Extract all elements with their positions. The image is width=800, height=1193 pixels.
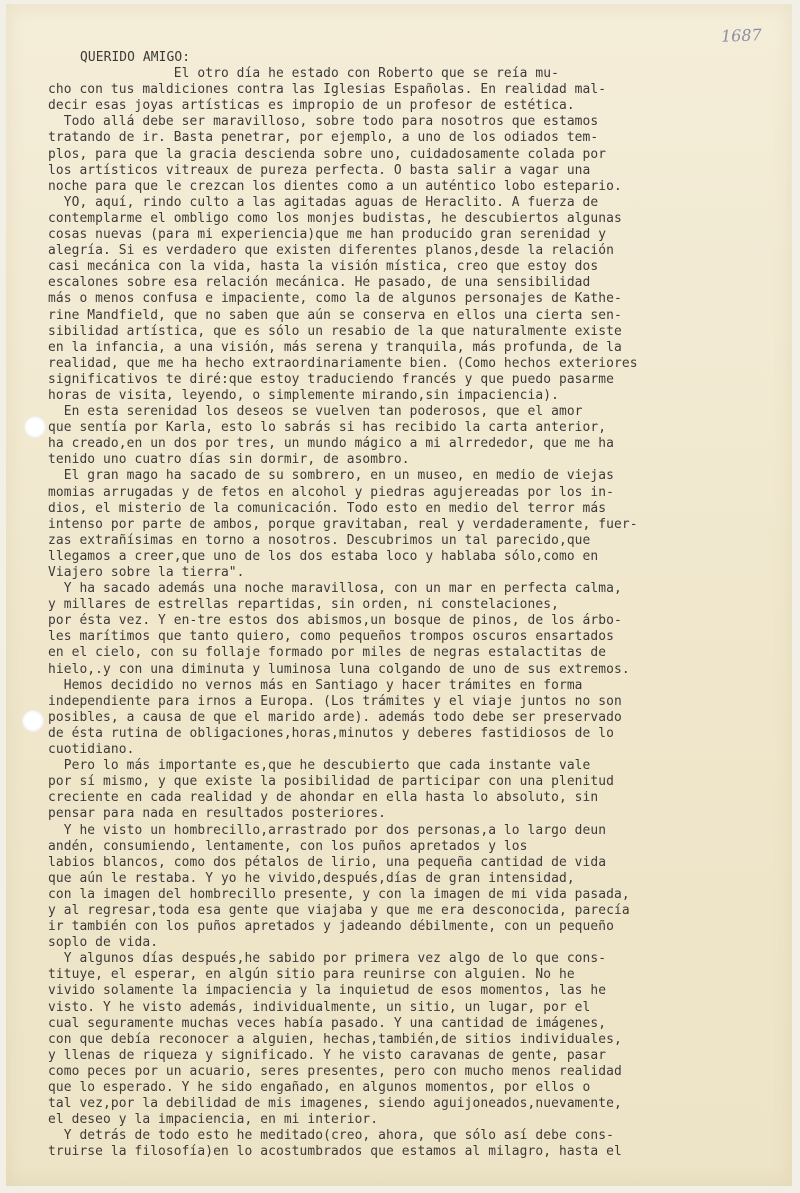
text-line: zas extrañísimas en torno a nosotros. Descubrimos un tal parecido,que [48,532,591,548]
text-line: que lo esperado. Y he sido engañado, en algunos momentos, por ellos o [48,1080,591,1095]
text-line: tratando de ir. Basta penetrar, por ejemplo, a uno de los odiados tem- [48,130,599,146]
text-line: y llenas de riqueza y significado. Y he visto caravanas de gente, pasar [48,1047,607,1063]
text-line: tenido uno cuatro días sin dormir, de asombro. [48,452,410,468]
text-line: momias arrugadas y de fetos en alcohol y piedras agujereadas por los in- [48,484,614,500]
text-line: tal vez,por la debilidad de mis imagenes, siendo aguijoneados,nuevamente, [48,1096,622,1112]
text-line: por sí mismo, y que existe la posibilidad de participar con una plenitud [48,774,614,790]
text-line: El otro día he estado con Roberto que se reía mu- [48,66,559,82]
text-line: ir también con los puños apretados y jadeando débilmente, con un pequeño [48,919,614,935]
text-line: más o menos confusa e impaciente, como la de algunos personajes de Kathe- [48,291,622,307]
text-line: pensar para nada en resultados posteriores. [48,806,387,822]
text-line: creciente en cada realidad y de ahondar en ella hasta lo absoluto, sin [48,790,599,806]
text-line: por ésta vez. Y en-tre estos dos abismos,un bosque de pinos, de los árbo- [48,613,622,629]
text-line: andén, consumiendo, lentamente, con los puños apretados y los [48,838,528,854]
text-line: como peces por un acuario, seres presentes, pero con mucho menos realidad [48,1063,622,1079]
text-line: Todo allá debe ser maravilloso, sobre todo para nosotros que estamos [48,114,599,130]
text-line: y millares de estrellas repartidas, sin orden, ni constelaciones, [48,597,559,613]
salutation: QUERIDO AMIGO: [80,50,191,65]
punch-hole [22,710,44,732]
text-line: horas de visita, leyendo, o simplemente mirando,sin impaciencia). [48,387,559,403]
letter-body [48,50,748,1160]
text-line: el deseo y la impaciencia, en mi interior. [48,1112,379,1128]
text-line: posibles, a causa de que el marido arde). además todo debe ser preservado [48,709,622,725]
text-line: independiente para irnos a Europa. (Los trámites y el viaje juntos no son [48,693,622,709]
text-line: Viajero sobre la tierra". [48,565,245,580]
text-line: soplo de vida. [48,935,159,951]
text-line: hielo,.y con una diminuta y luminosa luna colgando de uno de sus extremos. [48,661,630,677]
text-line: Pero lo más importante es,que he descubierto que cada instante vale [48,758,591,774]
text-line: intenso por parte de ambos, porque gravitaban, real y verdaderamente, fuer- [48,516,638,532]
text-line: Hemos decidido no vernos más en Santiago y hacer trámites en forma [48,677,583,693]
text-line: rine Mandfield, que no saben que aún se conserva en ellos una cierta sen- [48,307,622,323]
text-line: labios blancos, como dos pétalos de lirio, una pequeña cantidad de vida [48,854,607,870]
text-line: En esta serenidad los deseos se vuelven tan poderosos, que el amor [48,404,583,420]
text-line: tituye, el esperar, en algún sitio para reunirse con alguien. No he [48,967,575,983]
text-line: visto. Y he visto además, individualmente, un sitio, un lugar, por el [48,999,591,1015]
text-line: El gran mago ha sacado de su sombrero, en un museo, en medio de viejas [48,468,614,484]
text-line: significativos te diré:que estoy traduciendo francés y que puedo pasarme [48,371,614,387]
text-line: realidad, que me ha hecho extraordinariamente bien. (Como hechos exteriores [48,355,638,371]
text-line: y al regresar,toda esa gente que viajaba y que me era desconocida, parecía [48,902,630,918]
text-line: YO, aquí, rindo culto a las agitadas aguas de Heraclito. A fuerza de [48,194,599,210]
text-line: llegamos a creer,que uno de los dos estaba loco y hablaba sólo,como en [48,548,599,564]
text-line: cho con tus maldiciones contra las Iglesias Españolas. En realidad mal- [48,82,607,98]
text-line: que sentía por Karla, esto lo sabrás si has recibido la carta anterior, [48,420,607,436]
text-line: en la infancia, a una visión, más serena y tranquila, más profunda, de la [48,339,622,355]
text-line: que aún le restaba. Y yo he vivido,después,días de gran intensidad, [48,870,575,886]
text-line: sibilidad artística, que es sólo un resabio de la que naturalmente existe [48,323,622,339]
text-line: contemplarme el ombligo como los monjes budistas, he descubiertos algunas [48,210,622,226]
text-line: plos, para que la gracia descienda sobre uno, cuidadosamente colada por [48,146,607,162]
text-line: vivido solamente la impaciencia y la inquietud de esos momentos, las he [48,983,607,999]
text-line: en el cielo, con su follaje formado por miles de negras estalactitas de [48,645,607,661]
text-line: noche para que le crezcan los dientes como a un auténtico lobo estepario. [48,178,622,194]
text-line: cuotidiano. [48,742,135,758]
text-line: Y he visto un hombrecillo,arrastrado por dos personas,a lo largo deun [48,822,607,838]
text-line: les marítimos que tanto quiero, como pequeños trompos oscuros ensartados [48,629,614,645]
punch-hole [24,416,46,438]
text-line: casi mecánica con la vida, hasta la visión mística, creo que estoy dos [48,259,599,275]
text-line: escalones sobre esa relación mecánica. He pasado, de una sensibilidad [48,275,591,291]
text-line: Y detrás de todo esto he meditado(creo, ahora, que sólo así debe cons- [48,1128,614,1144]
text-line: ha creado,en un dos por tres, un mundo mágico a mi alrrededor, que me ha [48,436,614,452]
text-line: decir esas joyas artísticas es impropio de un profesor de estética. [48,98,575,114]
text-line: cual seguramente muchas veces había pasado. Y una cantidad de imágenes, [48,1015,607,1031]
text-line: de ésta rutina de obligaciones,horas,minutos y deberes fastidiosos de lo [48,725,614,741]
text-line: con que debía reconocer a alguien, hechas,también,de sitios individuales, [48,1031,622,1047]
text-line: alegría. Si es verdadero que existen diferentes planos,desde la relación [48,243,614,259]
text-line: los artísticos vitreaux de pureza perfecta. O basta salir a vagar una [48,162,591,178]
text-line: Y ha sacado además una noche maravillosa, con un mar en perfecta calma, [48,581,622,597]
text-line: cosas nuevas (para mi experiencia)que me han producido gran serenidad y [48,227,607,243]
text-line: dios, el misterio de la comunicación. Todo esto en medio del terror más [48,500,607,516]
folio-number: 1687 [720,25,763,46]
text-line: Y algunos días después,he sabido por primera vez algo de lo que cons- [48,951,607,967]
text-line: con la imagen del hombrecillo presente, y con la imagen de mi vida pasada, [48,886,630,902]
text-line: truirse la filosofía)en lo acostumbrados que estamos al milagro, hasta el [48,1144,622,1160]
